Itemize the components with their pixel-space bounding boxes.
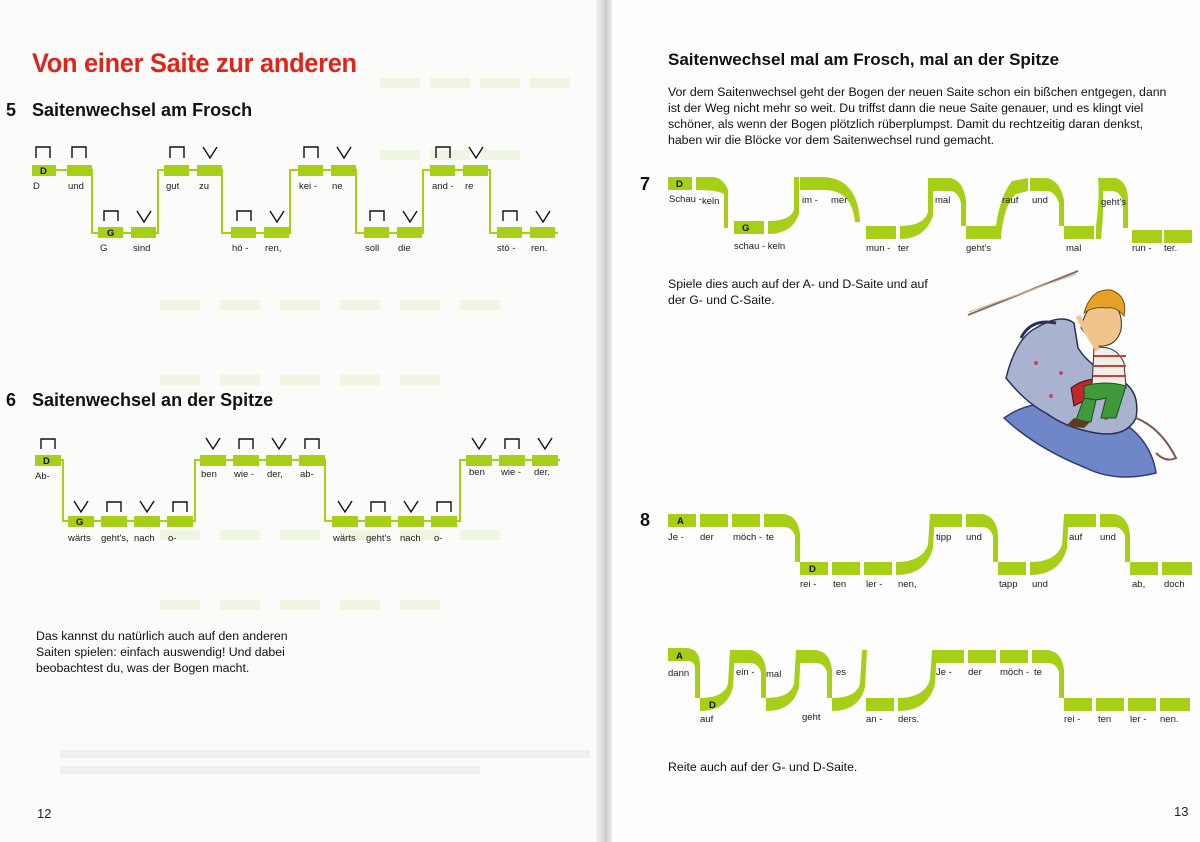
- lyric-syllable: doch: [1164, 579, 1185, 590]
- page-number-left: 12: [37, 806, 52, 821]
- lyric-syllable: o-: [434, 533, 443, 544]
- lyric-syllable: der.: [534, 467, 550, 478]
- right-page-title: Saitenwechsel mal am Frosch, mal an der Spitze: [668, 50, 1060, 69]
- lyric-syllable: mun -: [866, 243, 891, 254]
- lyric-syllable: run -: [1132, 243, 1152, 254]
- lyric-syllable: kei -: [299, 181, 317, 192]
- lyric-syllable: wie -: [501, 467, 522, 478]
- section-title: Saitenwechsel am Frosch: [32, 100, 253, 120]
- lyric-syllable: Schau -: [669, 194, 702, 205]
- lyric-syllable: ter.: [1164, 243, 1178, 254]
- lyric-syllable: stö -: [497, 243, 516, 254]
- note-block: [968, 650, 996, 663]
- lyric-syllable: ne: [332, 181, 343, 192]
- lyric-syllable: Ab-: [35, 471, 50, 482]
- note-block: [1128, 698, 1156, 711]
- lyric-syllable: ders.: [898, 714, 920, 725]
- lyric-syllable: im -: [802, 195, 818, 206]
- left-note-text: Das kannst du natürlich auch auf den anderen Saiten spielen: einfach auswendig! Und dabei beobachtest du, was der Bogen macht.: [36, 629, 288, 675]
- lyric-syllable: möch -: [1000, 667, 1030, 678]
- lyric-syllable: mal: [1066, 243, 1082, 254]
- lyric-syllable: ein -: [736, 667, 755, 678]
- string-label: D: [40, 166, 47, 177]
- exercise-8-note: Reite auch auf der G- und D-Saite.: [668, 760, 858, 774]
- string-label: D: [809, 564, 816, 575]
- lyric-syllable: rei -: [1064, 714, 1081, 725]
- lyric-syllable: ren.: [531, 243, 548, 254]
- note-block: [1064, 698, 1092, 711]
- lyric-syllable: dann: [668, 668, 690, 679]
- lyric-syllable: der: [968, 667, 982, 678]
- lyric-syllable: geht's: [1101, 197, 1127, 208]
- lyric-syllable: und: [68, 181, 84, 192]
- lyric-syllable: und: [1100, 532, 1116, 543]
- lyric-syllable: wärts: [333, 533, 356, 544]
- string-label: G: [742, 223, 750, 234]
- lyric-syllable: mer: [831, 195, 848, 206]
- lyric-syllable: es: [836, 667, 847, 678]
- lyric-syllable: nen,: [898, 579, 917, 590]
- page-title: Von einer Saite zur anderen: [32, 48, 357, 78]
- note-block: [936, 650, 964, 663]
- lyric-syllable: der,: [267, 469, 283, 480]
- lyric-syllable: und: [1032, 579, 1048, 590]
- lyric-syllable: auf: [1069, 532, 1083, 543]
- lyric-syllable: auf: [700, 714, 714, 725]
- lyric-syllable: ren,: [265, 243, 282, 254]
- lyric-syllable: geht: [802, 712, 821, 723]
- lyric-syllable: und: [1032, 195, 1048, 206]
- lyric-syllable: sind: [133, 243, 151, 254]
- section-title: Saitenwechsel an der Spitze: [32, 390, 274, 410]
- right-intro-text: Vor dem Saitenwechsel geht der Bogen der neuen Saite schon ein bißchen entgegen, dann ist der Weg nicht mehr so weit. Du triffst dann die neue Saite genauer, und es klingt viel schöner, als wenn der Bogen plötzlich rüberplumpst. Damit du rechtzeitig daran denkst, haben wir die Blöcke vor dem Saitenwechsel rund gemacht.: [668, 85, 1167, 147]
- lyric-syllable: ben: [201, 469, 217, 480]
- lyric-syllable: rei -: [800, 579, 817, 590]
- lyric-syllable: keln: [702, 196, 720, 207]
- round-note-block: [766, 650, 801, 711]
- exercise-7-number: 7: [640, 174, 651, 194]
- lyric-syllable: ab-: [300, 469, 314, 480]
- lyric-syllable: Je -: [936, 667, 952, 678]
- lyric-syllable: ler -: [866, 579, 883, 590]
- lyric-syllable: ter: [898, 243, 910, 254]
- lyric-syllable: ler -: [1130, 714, 1147, 725]
- string-label: G: [107, 228, 115, 239]
- lyric-syllable: mal: [935, 195, 951, 206]
- lyric-syllable: geht's: [366, 533, 392, 544]
- string-label: D: [43, 456, 50, 467]
- lyric-syllable: Je -: [668, 532, 684, 543]
- string-label: G: [76, 517, 84, 528]
- lyric-syllable: an -: [866, 714, 883, 725]
- lyric-syllable: geht's: [966, 243, 992, 254]
- exercise-8-number: 8: [640, 510, 651, 530]
- lyric-syllable: re: [465, 181, 474, 192]
- note-block: [1160, 698, 1190, 711]
- string-label: D: [709, 700, 716, 711]
- lyric-syllable: wärts: [68, 533, 91, 544]
- lyric-syllable: ten: [833, 579, 847, 590]
- round-note-block: [800, 650, 832, 698]
- lyric-syllable: nach: [134, 533, 155, 544]
- lyric-syllable: und: [966, 532, 982, 543]
- section-number: 5: [6, 100, 17, 120]
- lyric-syllable: nach: [400, 533, 421, 544]
- exercise-7-note: Spiele dies auch auf der A- und D-Saite und auf der G- und C-Saite.: [668, 277, 928, 307]
- lyric-syllable: and -: [432, 181, 454, 192]
- lyric-syllable: ab,: [1132, 579, 1146, 590]
- section-number: 6: [6, 390, 17, 410]
- string-label: A: [677, 516, 684, 527]
- lyric-syllable: rauf: [1002, 195, 1019, 206]
- lyric-syllable: zu: [199, 181, 210, 192]
- lyric-syllable: tapp: [999, 579, 1018, 590]
- round-note-block: [700, 650, 735, 711]
- lyric-syllable: ten: [1098, 714, 1112, 725]
- note-block: [1096, 698, 1124, 711]
- lyric-syllable: mal: [766, 669, 782, 680]
- lyric-syllable: schau - keln: [734, 241, 786, 252]
- lyric-syllable: nen.: [1160, 714, 1179, 725]
- lyric-syllable: der: [700, 532, 714, 543]
- lyric-syllable: te: [766, 532, 774, 543]
- lyric-syllable: gut: [166, 181, 180, 192]
- lyric-syllable: ben: [469, 467, 485, 478]
- round-note-block: [898, 650, 937, 711]
- lyric-syllable: hö -: [232, 243, 249, 254]
- lyric-syllable: D: [33, 181, 40, 192]
- lyric-syllable: wie -: [234, 469, 255, 480]
- note-block: [866, 698, 894, 711]
- page-number-right: 13: [1174, 804, 1189, 819]
- round-note-block: [832, 650, 867, 711]
- lyric-syllable: tipp: [936, 532, 952, 543]
- lyric-syllable: o-: [168, 533, 177, 544]
- lyric-syllable: die: [398, 243, 411, 254]
- lyric-syllable: G: [100, 243, 108, 254]
- lyric-syllable: te: [1034, 667, 1042, 678]
- lyric-syllable: möch -: [733, 532, 763, 543]
- lyric-syllable: soll: [365, 243, 380, 254]
- lyric-syllable: geht's,: [101, 533, 129, 544]
- string-label: A: [676, 651, 683, 662]
- note-block: [1000, 650, 1028, 663]
- string-label: D: [676, 179, 683, 190]
